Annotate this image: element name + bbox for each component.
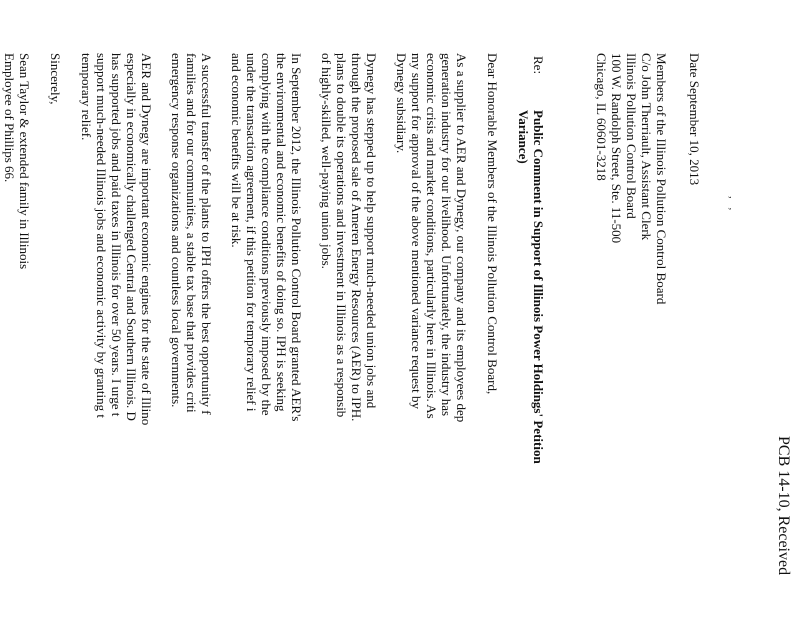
paragraph-line: has supported jobs and paid taxes in Illinois for over 50 years. I urge t (109, 53, 124, 417)
paragraph-line: through the proposed sale of Ameren Energy Resources (AER) to IPH. (349, 53, 364, 422)
subject-line: Public Comment in Support of Illinois Power Holdings' Petition (531, 110, 546, 464)
date-line: Date September 10, 2013 (687, 53, 702, 186)
salutation: Dear Honorable Members of the Illinois Pollution Control Board, (485, 53, 500, 395)
paragraph-line: support much-needed Illinois jobs and economic activity by granting t (94, 53, 109, 419)
paragraph-line: families and for our communities, a stable tax base that provides criti (184, 53, 199, 413)
paragraph-line: AER and Dynegy are important economic engines for the state of Illino (139, 53, 154, 426)
paragraph-line: A successful transfer of the plants to IPH offers the best opportunity f (199, 53, 214, 415)
paragraph-line: especially in economically challenged Central and Southern Illinois. D (124, 53, 139, 421)
paragraph-line: plans to double its operations and investment in Illinois as a responsib (334, 53, 349, 418)
paragraph-line: Dynegy has stepped up to help support much-needed union jobs and (364, 53, 379, 409)
paragraph-line: economic crisis and market conditions, particularly here in Illinois. As (424, 53, 439, 419)
paragraph-line: of highly-skilled, well-paying union jobs. (319, 53, 334, 269)
address-line: Illinois Pollution Control Board (624, 53, 639, 219)
paragraph-line: under the transaction agreement, if this petition for temporary relief i (244, 53, 259, 412)
paragraph-line: complying with the compliance conditions previously imposed by the (259, 53, 274, 416)
closing: Sincerely, (48, 53, 63, 105)
scan-marks: , , (727, 196, 739, 214)
paragraph-line: my support for approval of the above mentioned variance request by (409, 53, 424, 409)
address-line: Members of the Illinois Pollution Control Board (654, 53, 669, 305)
paragraph-line: Dynegy subsidiary. (394, 53, 409, 154)
paragraph-line: temporary relief. (79, 53, 94, 141)
paragraph-line: As a supplier to AER and Dynegy, our company and its employees dep (454, 53, 469, 423)
signature-line: Sean Taylor & extended family in Illinois (17, 53, 32, 270)
paragraph-line: the environmental and economic benefits of doing so. IPH is seeking (274, 53, 289, 412)
re-label: Re: (531, 56, 546, 75)
signature-line: Employee of Phillips 66. (2, 53, 17, 183)
address-line: 100 W. Randolph Street, Ste. 11-500 (609, 53, 624, 244)
paragraph-line: and economic benefits will be at risk. (229, 53, 244, 248)
address-line: C/o John Therriault, Assistant Clerk (639, 53, 654, 241)
subject-line: Variance) (516, 110, 531, 164)
paragraph-line: In September 2012, the Illinois Pollution Control Board granted AER's (289, 53, 304, 422)
received-stamp: PCB 14-10, Received (775, 436, 792, 576)
paragraph-line: emergency response organizations and countless local governments. (169, 53, 184, 408)
address-line: Chicago, IL 60601-3218 (594, 53, 609, 181)
paragraph-line: generation industry for our livelihood. Unfortunately, the industry has (439, 53, 454, 417)
